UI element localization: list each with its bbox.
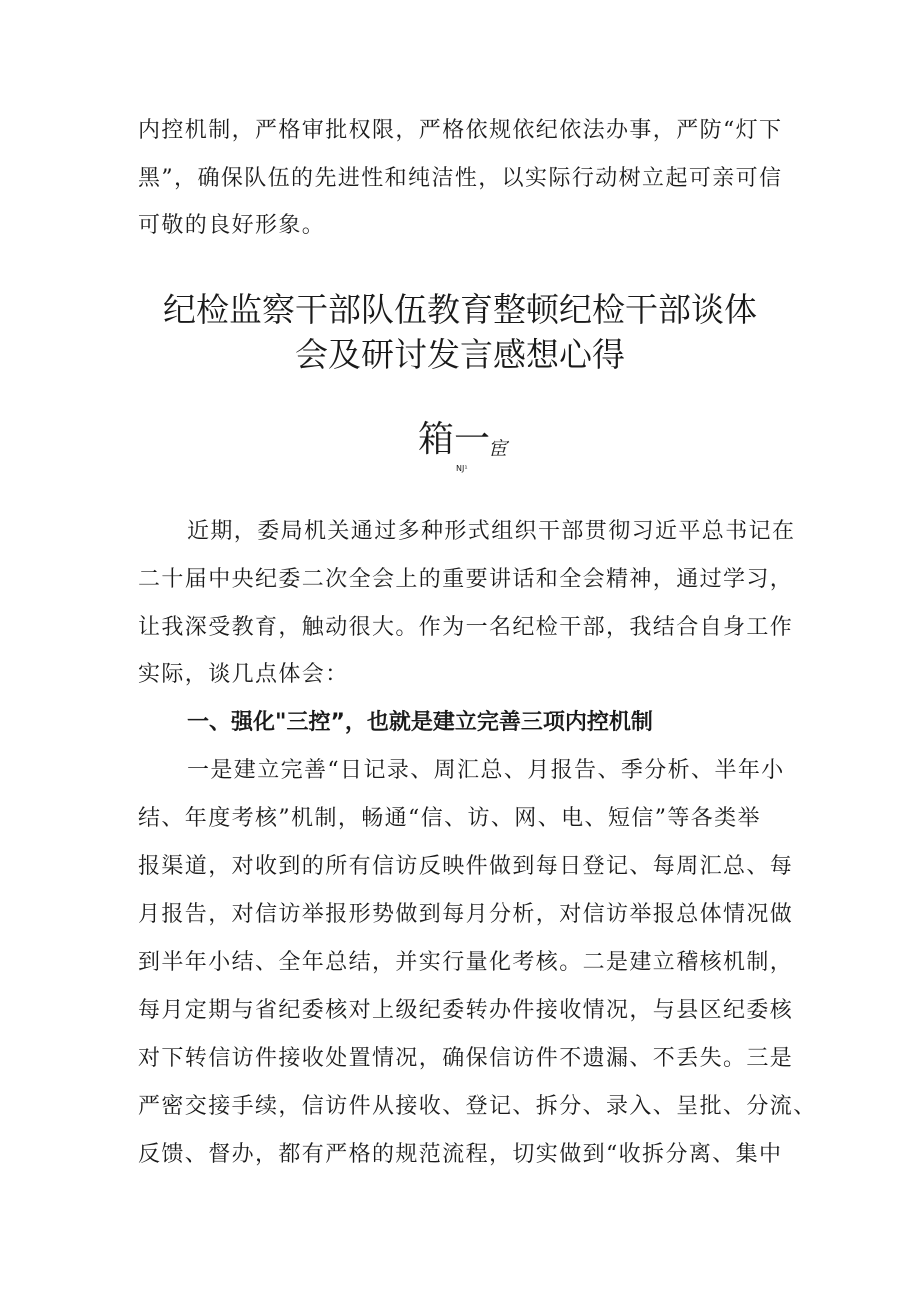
subtitle-main: 箱一: [418, 419, 491, 460]
para1-line-2: 二十届中央纪委二次全会上的重要讲话和全会精神，通过学习，: [138, 567, 794, 592]
intro-line-3: 可敬的良好形象。: [138, 213, 326, 238]
subtitle-mark: NJ¹: [456, 464, 468, 473]
para2-line-7: 对下转信访件接收处置情况，确保信访件不遗漏、不丢失。三是: [138, 1046, 794, 1071]
para2-line-8: 严密交接手续，信访件从接收、登记、拆分、录入、呈批、分流、: [138, 1094, 817, 1119]
intro-line-1: 内控机制，严格审批权限，严格依规依纪依法办事，严防“灯下: [138, 118, 783, 143]
intro-line-2: 黑”，确保队伍的先进性和纯洁性，以实际行动树立起可亲可信: [138, 166, 783, 191]
para2-line-5: 到半年小结、全年总结，并实行量化考核。二是建立稽核机制，: [138, 950, 794, 975]
para2-line-4: 月报告，对信访举报形势做到每月分析，对信访举报总体情况做: [138, 902, 794, 927]
subtitle-suffix: 宦: [488, 438, 508, 460]
para2-line-9: 反馈、督办，都有严格的规范流程，切实做到“收拆分离、集中: [138, 1142, 783, 1167]
para2-line-2: 结、年度考核”机制，畅通“信、访、网、电、短信”等各类举: [138, 806, 761, 831]
page-title-line-1: 纪检监察干部队伍教育整顿纪检干部谈体: [163, 290, 757, 329]
para2-line-6: 每月定期与省纪委核对上级纪委转办件接收情况，与县区纪委核: [138, 998, 794, 1023]
para2-line-3: 报渠道，对收到的所有信访反映件做到每日登记、每周汇总、每: [138, 854, 794, 879]
para1-line-3: 让我深受教育，触动很大。作为一名纪检干部，我结合自身工作: [138, 615, 794, 640]
para2-line-1: 一是建立完善“日记录、周汇总、月报告、季分析、半年小: [187, 758, 785, 783]
para1-line-1: 近期，委局机关通过多种形式组织干部贯彻习近平总书记在: [187, 519, 796, 544]
para1-line-4: 实际，谈几点体会：: [138, 662, 349, 687]
section-heading: 一、强化"三控”，也就是建立完善三项内控机制: [187, 710, 653, 735]
page-title-line-2: 会及研讨发言感想心得: [295, 335, 625, 374]
